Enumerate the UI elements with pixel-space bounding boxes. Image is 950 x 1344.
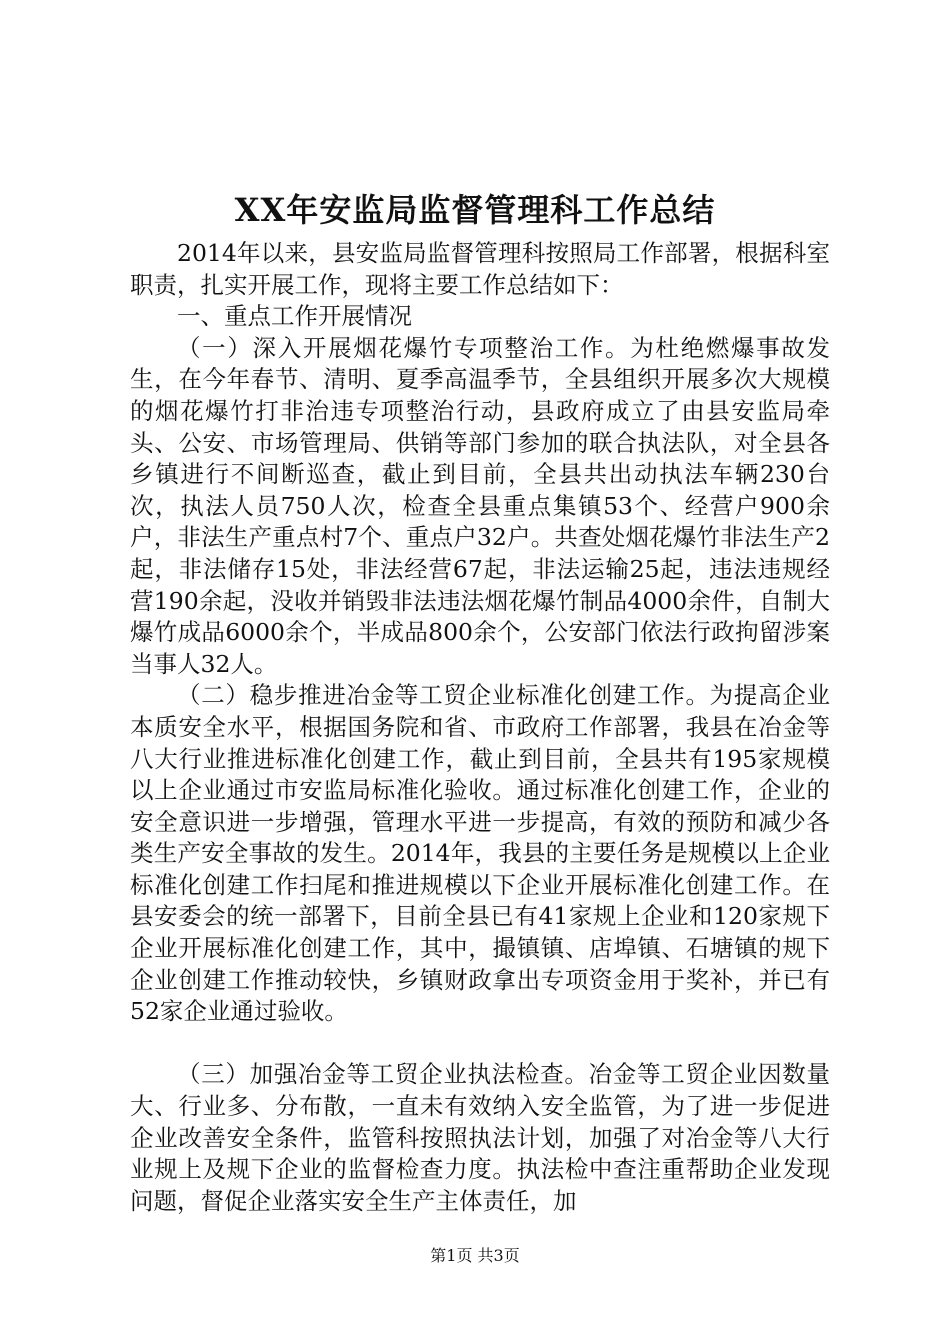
section-heading: 一、重点工作开展情况 <box>177 302 412 331</box>
paragraph-intro: 2014年以来，县安监局监督管理科按照局工作部署，根据科室职责，扎实开展工作，现将主要工作总结如下： <box>130 239 830 299</box>
paragraph-standardization: （二）稳步推进冶金等工贸企业标准化创建工作。为提高企业本质安全水平，根据国务院和省、市政府工作部署，我县在冶金等八大行业推进标准化创建工作，截止到目前，全县共有195家规模以上企业通过市安监局标准化验收。通过标准化创建工作，企业的安全意识进一步增强，管理水平进一步提高，有效的预防和减少各类生产安全事故的发生。2014年，我县的主要任务是规模以上企业标准化创建工作扫尾和推进规模以下企业开展标准化创建工作。在县安委会的统一部署下，目前全县已有41家规上企业和120家规下企业开展标准化创建工作，其中，撮镇镇、店埠镇、石塘镇的规下企业创建工作推动较快，乡镇财政拿出专项资金用于奖补，并已有52家企业通过验收。 <box>130 681 830 1026</box>
paragraph-fireworks: （一）深入开展烟花爆竹专项整治工作。为杜绝燃爆事故发生，在今年春节、清明、夏季高温季节，全县组织开展多次大规模的烟花爆竹打非治违专项整治行动，县政府成立了由县安监局牵头、公安、市场管理局、供销等部门参加的联合执法队，对全县各乡镇进行不间断巡查，截止到目前，全县共出动执法车辆230台次，执法人员750人次，检查全县重点集镇53个、经营户900余户，非法生产重点村7个、重点户32户。共查处烟花爆竹非法生产2起，非法储存15处，非法经营67起，非法运输25起，违法违规经营190余起，没收并销毁非法违法烟花爆竹制品4000余件，自制大爆竹成品6000余个，半成品800余个，公安部门依法行政拘留涉案当事人32人。 <box>130 333 830 678</box>
document-title: XX年安监局监督管理科工作总结 <box>234 191 716 229</box>
page-number: 第1页 共3页 <box>430 1246 520 1265</box>
document-body <box>130 238 830 1217</box>
paragraph-inspection: （三）加强冶金等工贸企业执法检查。冶金等工贸企业因数量大、行业多、分布散，一直未有效纳入安全监管，为了进一步促进企业改善安全条件，监管科按照执法计划，加强了对冶金等八大行业规上及规下企业的监督检查力度。执法检中查注重帮助企业发现问题，督促企业落实安全生产主体责任，加 <box>130 1060 830 1215</box>
